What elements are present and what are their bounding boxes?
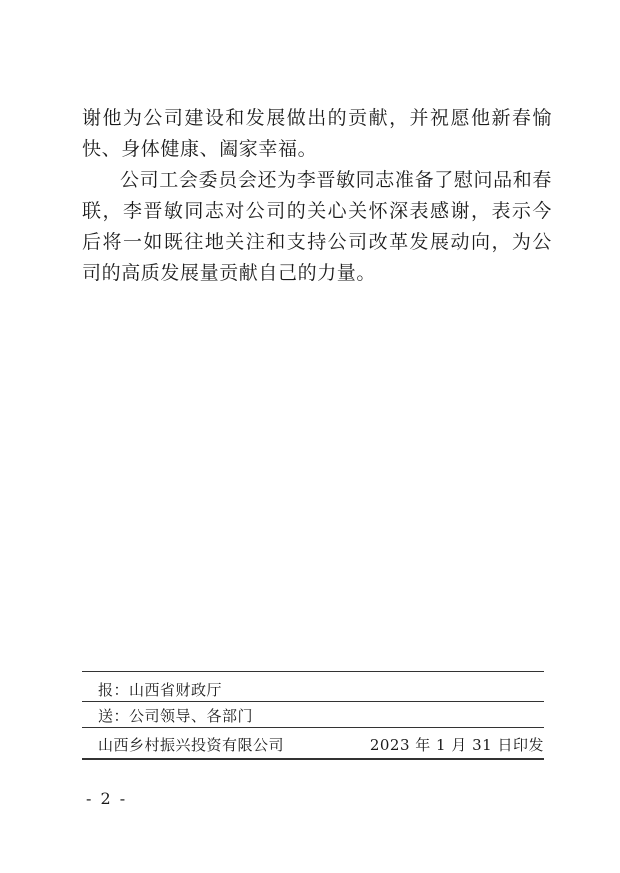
distribution-bottom-rule: [82, 758, 544, 760]
issuing-organization: 山西乡村振兴投资有限公司: [98, 736, 285, 754]
distribution-middle-rule: [82, 701, 544, 702]
send-to-line: 送：公司领导、各部门: [98, 707, 254, 725]
report-to-line: 报：山西省财政厅: [98, 681, 223, 699]
body-paragraph-2: 公司工会委员会还为李晋敏同志准备了慰问品和春联，李晋敏同志对公司的关心关怀深表感谢，表示今后将一如既往地关注和支持公司改革发展动向，为公司的高质发展量贡献自己的力量。: [82, 169, 552, 284]
issue-date: 2023 年 1 月 31 日印发: [369, 736, 544, 754]
document-body: [82, 103, 552, 289]
distribution-separator-rule: [82, 727, 544, 728]
body-paragraph-1: 谢他为公司建设和发展做出的贡献，并祝愿他新春愉快、身体健康、阖家幸福。: [82, 107, 552, 160]
page-number: - 2 -: [86, 789, 128, 808]
distribution-top-rule: [82, 671, 544, 672]
